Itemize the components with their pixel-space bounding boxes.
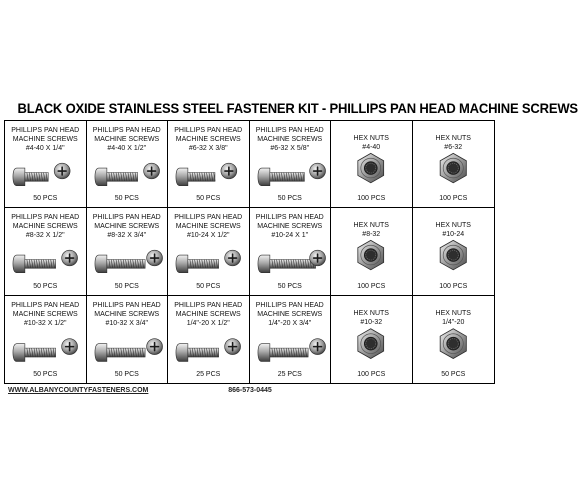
screw-compartment xyxy=(87,121,169,208)
hex-nut-compartment xyxy=(331,296,413,383)
type-label: HEX NUTS xyxy=(435,135,471,142)
piece-count: 50 PCS xyxy=(114,371,139,378)
hex-nut-compartment xyxy=(331,121,413,208)
compartment-label xyxy=(168,126,249,153)
type-label: MACHINE SCREWS xyxy=(12,310,78,318)
compartment-label xyxy=(413,134,495,152)
type-label: PHILLIPS PAN HEAD xyxy=(11,127,80,134)
phone-number: 866-573-0445 xyxy=(228,387,272,394)
size-label: #8-32 X 1/2" xyxy=(25,232,65,240)
type-label: PHILLIPS PAN HEAD xyxy=(255,127,324,134)
piece-count: 100 PCS xyxy=(439,195,468,203)
size-label: #4-40 X 1/2" xyxy=(107,145,147,152)
fastener-grid xyxy=(4,120,495,384)
compartment-label xyxy=(87,213,168,240)
size-label: #10-24 X 1" xyxy=(271,232,309,240)
type-label: PHILLIPS PAN HEAD xyxy=(92,301,161,309)
compartment-label xyxy=(168,301,249,328)
screw-head xyxy=(13,168,25,186)
piece-count: 50 PCS xyxy=(33,371,58,378)
screw-head xyxy=(257,343,269,361)
screw-compartment xyxy=(250,208,332,295)
screw-head xyxy=(13,255,25,273)
type-label: PHILLIPS PAN HEAD xyxy=(92,214,161,222)
size-label: #8-32 X 3/4" xyxy=(107,232,147,240)
piece-count: 50 PCS xyxy=(33,282,58,290)
piece-count: 25 PCS xyxy=(196,371,221,378)
compartment-label xyxy=(413,221,495,239)
screw-compartment xyxy=(250,121,332,208)
type-label: MACHINE SCREWS xyxy=(94,136,160,143)
piece-count: 50 PCS xyxy=(114,195,139,203)
hex-nut-compartment xyxy=(413,121,495,208)
size-label: 1/4"-20 xyxy=(442,318,465,326)
type-label: PHILLIPS PAN HEAD xyxy=(174,214,243,222)
type-label: HEX NUTS xyxy=(353,222,389,230)
piece-count: 50 PCS xyxy=(114,282,139,290)
type-label: MACHINE SCREWS xyxy=(12,136,78,143)
piece-count: 50 PCS xyxy=(33,195,58,203)
screw-compartment xyxy=(87,208,169,295)
type-label: MACHINE SCREWS xyxy=(257,136,323,143)
screw-compartment xyxy=(5,121,87,208)
compartment-label xyxy=(250,126,331,153)
type-label: MACHINE SCREWS xyxy=(94,223,160,231)
piece-count: 100 PCS xyxy=(439,282,468,290)
piece-count: 25 PCS xyxy=(277,371,302,378)
size-label: #10-24 X 1/2" xyxy=(186,232,230,240)
piece-count: 100 PCS xyxy=(357,195,386,203)
screw-head xyxy=(13,343,25,361)
size-label: #6-32 X 3/8" xyxy=(188,145,228,152)
screw-compartment xyxy=(250,296,332,383)
type-label: MACHINE SCREWS xyxy=(257,310,323,318)
website-link[interactable]: WWW.ALBANYCOUNTYFASTENERS.COM xyxy=(8,387,149,394)
size-label: #10-32 xyxy=(360,318,383,326)
type-label: HEX NUTS xyxy=(435,309,471,317)
size-label: 1/4"-20 X 1/2" xyxy=(186,319,230,327)
piece-count: 50 PCS xyxy=(441,371,466,378)
screw-compartment xyxy=(168,296,250,383)
screw-compartment xyxy=(168,121,250,208)
type-label: PHILLIPS PAN HEAD xyxy=(174,301,243,309)
type-label: MACHINE SCREWS xyxy=(12,223,78,231)
hex-nut-compartment xyxy=(413,208,495,295)
type-label: MACHINE SCREWS xyxy=(257,223,323,231)
size-label: #4-40 X 1/4" xyxy=(25,145,65,152)
type-label: HEX NUTS xyxy=(435,222,471,230)
size-label: #4-40 xyxy=(362,144,381,151)
piece-count: 50 PCS xyxy=(277,195,302,203)
compartment-label xyxy=(87,126,168,153)
compartment-label xyxy=(331,134,412,152)
type-label: MACHINE SCREWS xyxy=(94,310,160,318)
screw-head xyxy=(257,168,269,186)
screw-shank xyxy=(188,173,215,182)
screw-head xyxy=(176,343,188,361)
type-label: PHILLIPS PAN HEAD xyxy=(174,127,243,134)
screw-head xyxy=(257,255,269,273)
type-label: MACHINE SCREWS xyxy=(175,136,241,143)
hex-nut-compartment xyxy=(331,208,413,295)
compartment-label xyxy=(413,309,495,327)
type-label: PHILLIPS PAN HEAD xyxy=(255,301,324,309)
screw-head xyxy=(94,168,106,186)
screw-compartment xyxy=(5,296,87,383)
size-label: #6-32 X 5/8" xyxy=(270,145,310,152)
compartment-label xyxy=(250,301,331,328)
screw-compartment xyxy=(87,296,169,383)
compartment-label xyxy=(331,309,412,327)
size-label: #10-32 X 3/4" xyxy=(105,319,149,327)
screw-head xyxy=(94,255,106,273)
compartment-label xyxy=(250,213,331,240)
type-label: PHILLIPS PAN HEAD xyxy=(11,214,80,222)
screw-head xyxy=(176,168,188,186)
hex-nut-compartment xyxy=(413,296,495,383)
type-label: PHILLIPS PAN HEAD xyxy=(11,301,80,309)
screw-head xyxy=(94,343,106,361)
type-label: HEX NUTS xyxy=(353,309,389,317)
piece-count: 100 PCS xyxy=(357,371,386,378)
size-label: #6-32 xyxy=(444,144,463,151)
screw-head xyxy=(176,255,188,273)
size-label: 1/4"-20 X 3/4" xyxy=(268,319,312,327)
screw-compartment xyxy=(5,208,87,295)
size-label: #10-24 xyxy=(442,231,465,239)
compartment-label xyxy=(87,301,168,328)
piece-count: 100 PCS xyxy=(357,282,386,290)
compartment-label xyxy=(5,301,86,328)
compartment-label xyxy=(5,213,86,240)
size-label: #8-32 xyxy=(362,231,381,239)
screw-compartment xyxy=(168,208,250,295)
compartment-label xyxy=(168,213,249,240)
piece-count: 50 PCS xyxy=(277,282,302,290)
type-label: HEX NUTS xyxy=(353,135,389,142)
type-label: PHILLIPS PAN HEAD xyxy=(255,214,324,222)
size-label: #10-32 X 1/2" xyxy=(23,319,67,327)
page-title: BLACK OXIDE STAINLESS STEEL FASTENER KIT - PHILLIPS PAN HEAD MACHINE SCREWS xyxy=(17,100,578,116)
compartment-label xyxy=(5,126,86,153)
type-label: PHILLIPS PAN HEAD xyxy=(92,127,161,134)
piece-count: 50 PCS xyxy=(196,282,221,290)
type-label: MACHINE SCREWS xyxy=(175,310,241,318)
piece-count: 50 PCS xyxy=(196,195,221,203)
compartment-label xyxy=(331,221,412,239)
type-label: MACHINE SCREWS xyxy=(175,223,241,231)
